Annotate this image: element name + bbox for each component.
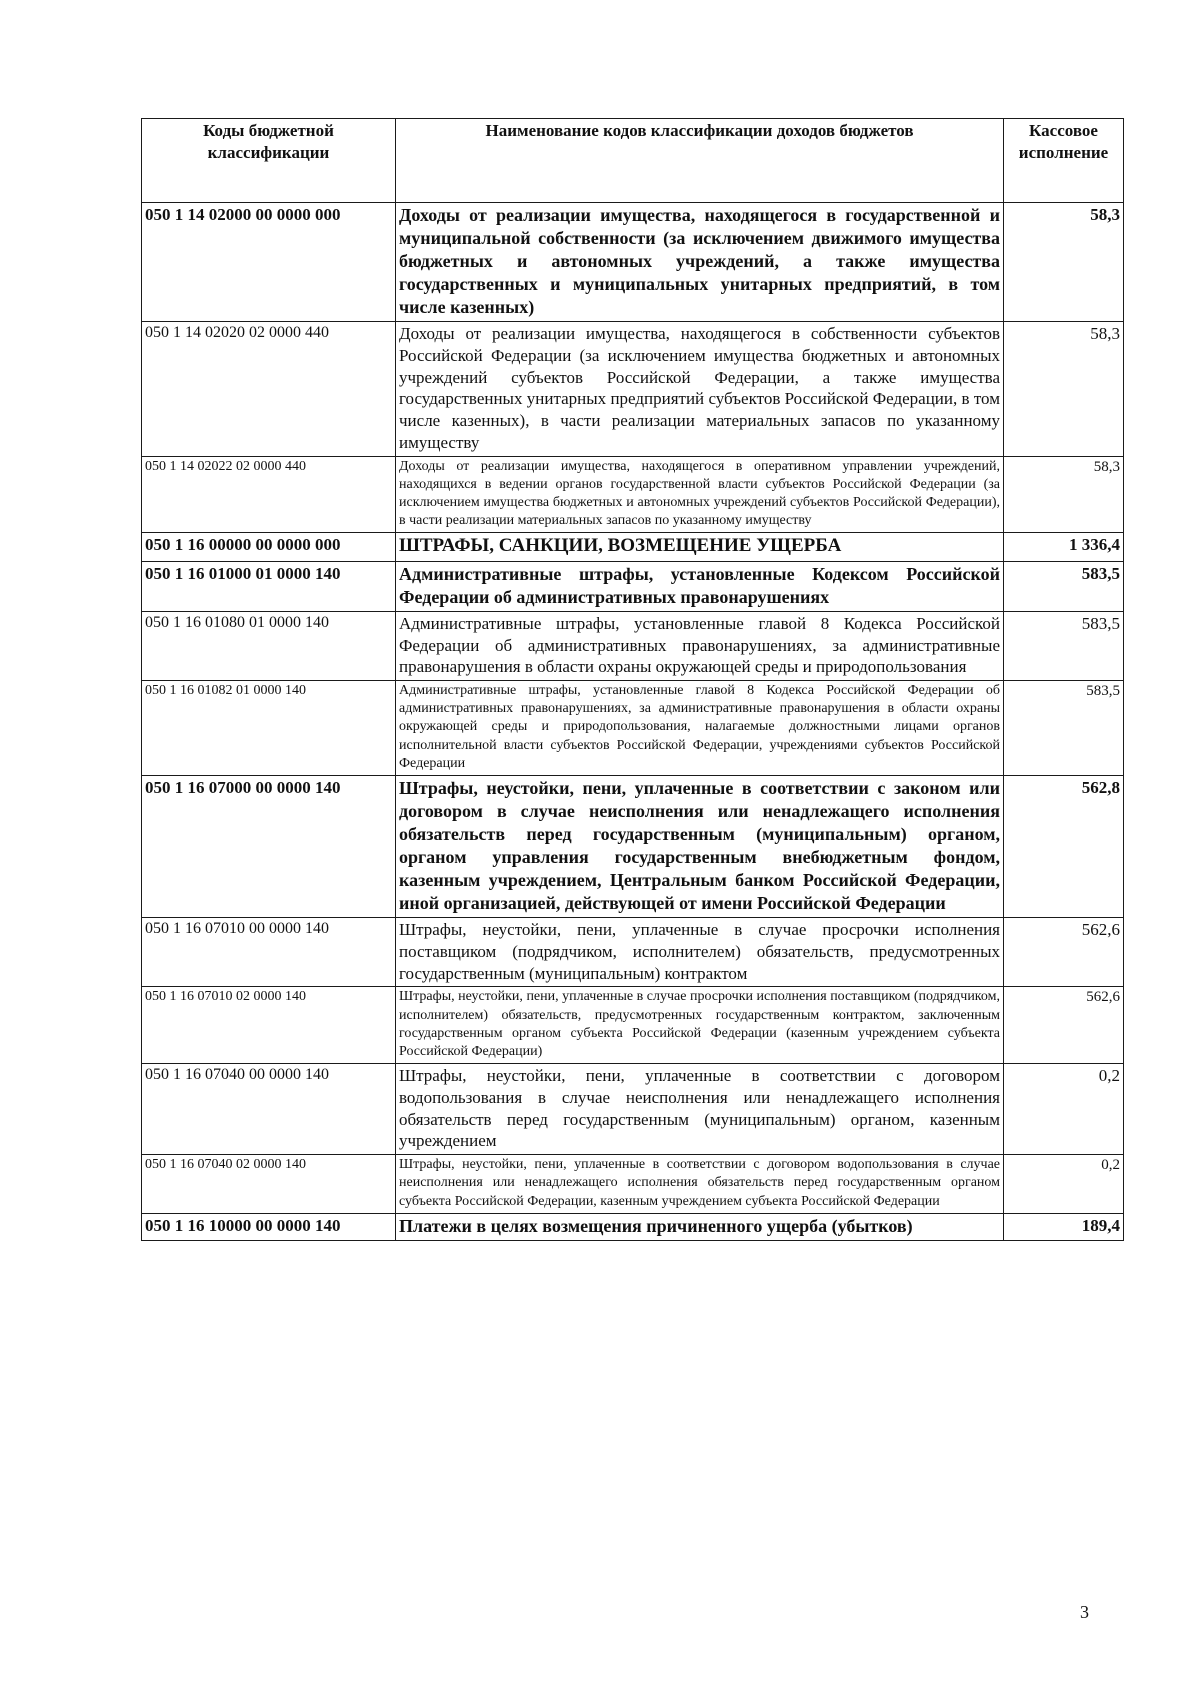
row-code: 050 1 16 10000 00 0000 140 [142, 1213, 396, 1240]
row-code: 050 1 16 07000 00 0000 140 [142, 775, 396, 917]
row-name: Штрафы, неустойки, пени, уплаченные в соответствии с договором водопользования в случае неисполнения или ненадлежащего исполнения обязательств перед государственным органом субъекта Российской Федерации, казенным учреждением субъекта Российской Федерации [396, 1155, 1004, 1214]
row-value: 583,5 [1004, 681, 1124, 776]
page-number: 3 [1080, 1602, 1089, 1622]
table-row [142, 987, 1124, 1064]
table-row [142, 1213, 1124, 1240]
row-value: 562,6 [1004, 987, 1124, 1064]
row-name: Административные штрафы, установленные главой 8 Кодекса Российской Федерации об административных правонарушениях, за административные правонарушения в области охраны окружающей среды и природопользования [396, 611, 1004, 680]
row-code: 050 1 16 07040 00 0000 140 [142, 1064, 396, 1155]
table-row [142, 203, 1124, 322]
row-value: 58,3 [1004, 203, 1124, 322]
row-value: 58,3 [1004, 322, 1124, 457]
table-row [142, 456, 1124, 533]
row-code: 050 1 16 00000 00 0000 000 [142, 533, 396, 561]
row-value: 189,4 [1004, 1213, 1124, 1240]
row-value: 1 336,4 [1004, 533, 1124, 561]
row-name: Штрафы, неустойки, пени, уплаченные в соответствии с законом или договором в случае неисполнения или ненадлежащего исполнения обязательств перед государственным (муниципальным) органом, органом управления государственным внебюджетным фондом, казенным учреждением, Центральным банком Российской Федерации, иной организацией, действующей от имени Российской Федерации [396, 775, 1004, 917]
row-code: 050 1 14 02020 02 0000 440 [142, 322, 396, 457]
row-value: 58,3 [1004, 456, 1124, 533]
header-cash-execution: Кассовое исполнение [1004, 119, 1124, 203]
row-name: Платежи в целях возмещения причиненного ущерба (убытков) [396, 1213, 1004, 1240]
row-code: 050 1 16 01000 01 0000 140 [142, 561, 396, 611]
table-row [142, 1064, 1124, 1155]
row-name: Штрафы, неустойки, пени, уплаченные в соответствии с договором водопользования в случае неисполнения или ненадлежащего исполнения обязательств перед государственным (муниципальным) органом, казенным учреждением [396, 1064, 1004, 1155]
row-name: Штрафы, неустойки, пени, уплаченные в случае просрочки исполнения поставщиком (подрядчиком, исполнителем) обязательств, предусмотренных государственным контрактом, заключенным государственным органом субъекта Российской Федерации (казенным учреждением субъекта Российской Федерации) [396, 987, 1004, 1064]
row-code: 050 1 16 07040 02 0000 140 [142, 1155, 396, 1214]
row-code: 050 1 16 01082 01 0000 140 [142, 681, 396, 776]
row-value: 583,5 [1004, 611, 1124, 680]
table-row [142, 681, 1124, 776]
row-name: Доходы от реализации имущества, находящегося в собственности субъектов Российской Федерации (за исключением имущества бюджетных и автономных учреждений субъектов Российской Федерации, а также имущества государственных унитарных предприятий субъектов Российской Федерации, в том числе казенных), в части реализации материальных запасов по указанному имуществу [396, 322, 1004, 457]
row-name: ШТРАФЫ, САНКЦИИ, ВОЗМЕЩЕНИЕ УЩЕРБА [396, 533, 1004, 561]
row-code: 050 1 14 02022 02 0000 440 [142, 456, 396, 533]
row-name: Административные штрафы, установленные Кодексом Российской Федерации об административных правонарушениях [396, 561, 1004, 611]
row-value: 583,5 [1004, 561, 1124, 611]
row-code: 050 1 16 07010 02 0000 140 [142, 987, 396, 1064]
table-row [142, 1155, 1124, 1214]
row-value: 562,8 [1004, 775, 1124, 917]
row-name: Административные штрафы, установленные главой 8 Кодекса Российской Федерации об административных правонарушениях, за административные правонарушения в области охраны окружающей среды и природопользования, налагаемые должностными лицами органов исполнительной власти субъектов Российской Федерации, учреждениями субъектов Российской Федерации [396, 681, 1004, 776]
table-row [142, 918, 1124, 987]
row-code: 050 1 14 02000 00 0000 000 [142, 203, 396, 322]
row-name: Штрафы, неустойки, пени, уплаченные в случае просрочки исполнения поставщиком (подрядчиком, исполнителем) обязательств, предусмотренных государственным (муниципальным) контрактом [396, 918, 1004, 987]
table-row [142, 611, 1124, 680]
row-value: 0,2 [1004, 1155, 1124, 1214]
table-header-row [142, 119, 1124, 203]
row-name: Доходы от реализации имущества, находящегося в государственной и муниципальной собственности (за исключением движимого имущества бюджетных и автономных учреждений, а также имущества государственных и муниципальных унитарных предприятий, в том числе казенных) [396, 203, 1004, 322]
header-budget-codes: Коды бюджетной классификации [142, 119, 396, 203]
row-code: 050 1 16 07010 00 0000 140 [142, 918, 396, 987]
budget-revenue-table [141, 118, 1124, 1241]
row-value: 0,2 [1004, 1064, 1124, 1155]
row-name: Доходы от реализации имущества, находящегося в оперативном управлении учреждений, находящихся в ведении органов государственной власти субъектов Российской Федерации (за исключением имущества бюджетных и автономных учреждений субъектов Российской Федерации), в части реализации материальных запасов по указанному имуществу [396, 456, 1004, 533]
table-row [142, 561, 1124, 611]
table-row [142, 775, 1124, 917]
row-value: 562,6 [1004, 918, 1124, 987]
table-row [142, 322, 1124, 457]
table-row [142, 533, 1124, 561]
header-code-name: Наименование кодов классификации доходов бюджетов [396, 119, 1004, 203]
row-code: 050 1 16 01080 01 0000 140 [142, 611, 396, 680]
